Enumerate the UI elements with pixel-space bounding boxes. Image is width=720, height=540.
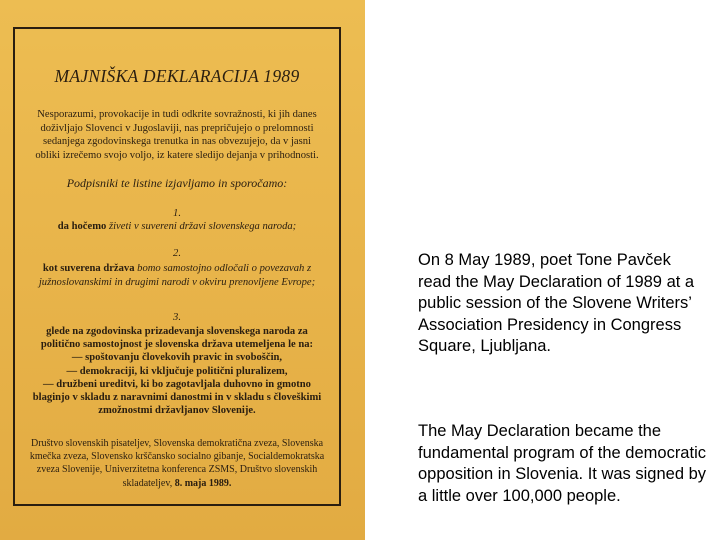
poster-intro: Nesporazumi, provokacije in tudi odkrite sovražnosti, ki jih danes doživljajo Slovenci v Jugoslaviji, nas prepričujejo o prelomnosti sedanjega zgodovinskega trenutka in nas obvezujejo, da v jasni obliki izrečemo svojo voljo, iz katere sledijo dejanja v prihodnosti. (35, 109, 319, 161)
poster-subheading: Podpisniki te listine izjavljamo in sporočamo: (66, 176, 288, 190)
point-3-lead: glede na zgodovinska prizadevanja slovenskega naroda za politično samostojnost je slovenska država utemeljena le na: (40, 326, 314, 351)
point-3-item: — demokraciji, ki vključuje politični pluralizem, (66, 365, 288, 377)
point-1-text (13, 221, 341, 232)
caption-paragraph-1: On 8 May 1989, poet Tone Pavček read the May Declaration of 1989 at a public session of the Slovene Writers’ Association Presidency in Congress Square, Ljubljana. (418, 251, 695, 355)
point-1-number: 1. (173, 208, 181, 219)
poster-date: 8. maja 1989. (174, 477, 232, 489)
point-1-bold: da hočemo (57, 221, 107, 232)
caption-paragraph-2: The May Declaration became the fundamental program of the democratic opposition in Slovenia. It was signed by a little over 100,000 people. (418, 422, 707, 505)
poster-signatories (13, 437, 341, 490)
point-2-text (13, 262, 341, 289)
point-2-number: 2. (173, 248, 181, 259)
point-3-text (13, 325, 341, 417)
poster-title: MAJNIŠKA DEKLARACIJA 1989 (54, 66, 300, 86)
point-1-rest: živeti v suvereni državi slovenskega naroda; (106, 221, 297, 232)
point-3-item: — družbeni ureditvi, ki bo zagotavljala duhovno in gmotno blaginjo v skladu z naravnimi danostmi in v skladu s človeškimi zmožnostmi državljanov Slovenije. (32, 378, 322, 417)
point-3-number: 3. (173, 312, 181, 323)
point-2-rest: bomo samostojno odločali o povezavah z južnoslovanskimi in drugimi narodi v okviru prenovljene Evrope; (38, 263, 316, 288)
point-2-bold: kot suverena država (42, 263, 135, 274)
signatory-list: Društvo slovenskih pisateljev, Slovenska demokratična zveza, Slovenska kmečka zveza, Slovensko krščansko socialno gibanje, Socialdemokratska zveza Slovenije, Univerzitetna konferenca ZSMS, Društvo slovenskih skladateljev, (29, 438, 325, 489)
point-3-item: — spoštovanju človekovih pravic in svoboščin, (71, 352, 283, 364)
